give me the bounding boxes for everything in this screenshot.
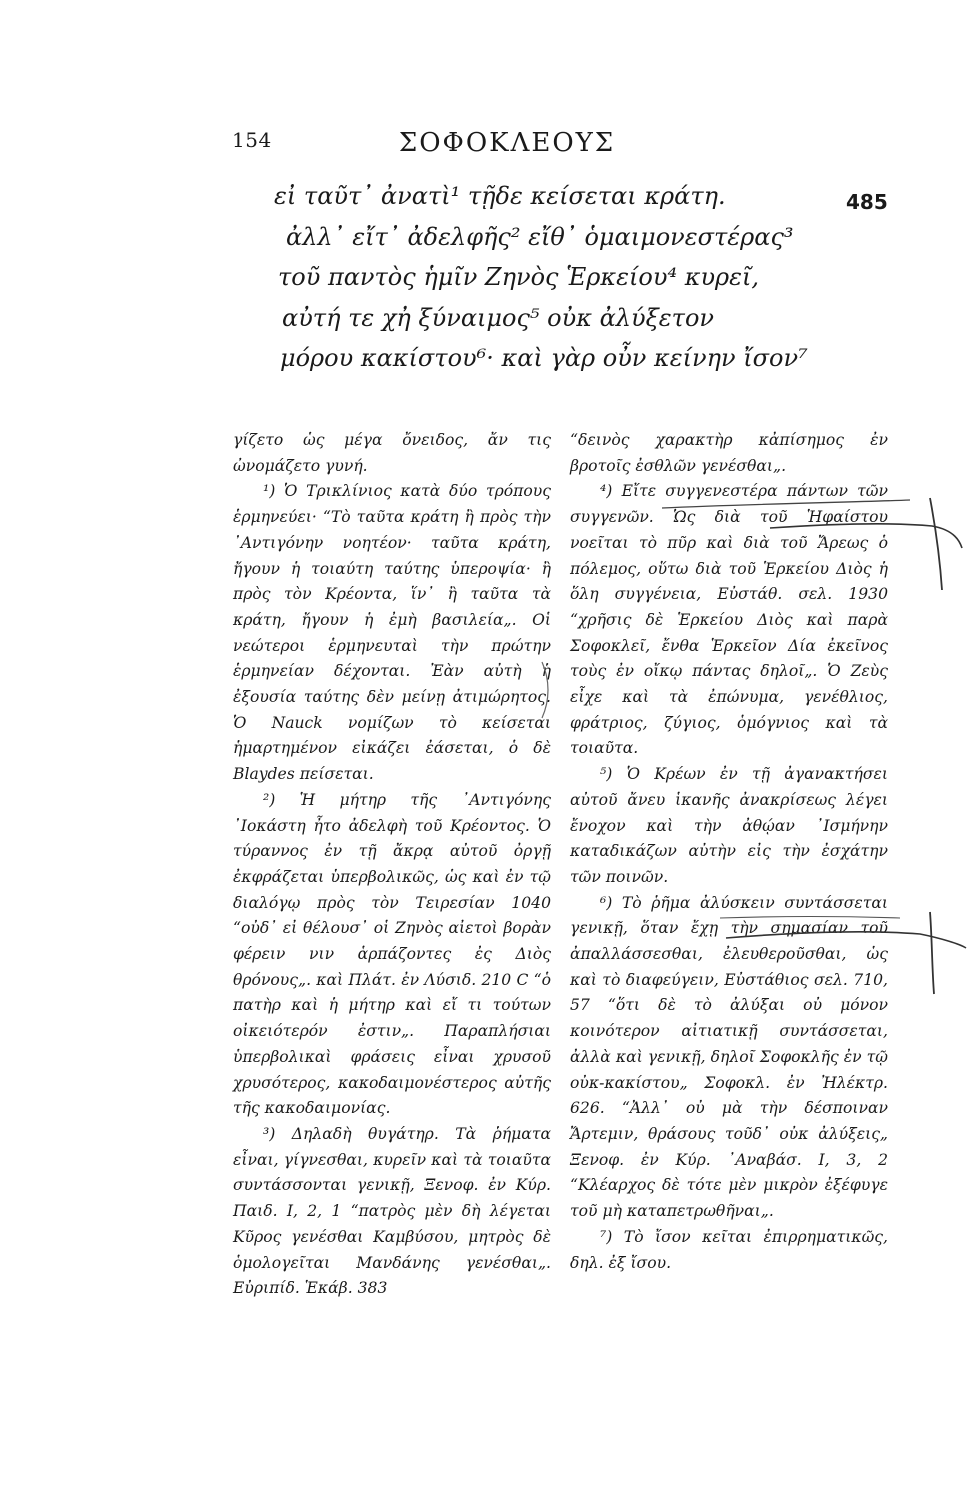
verse-line: ἀλλ᾽ εἴτ᾽ ἀδελφῆς² εἴθ᾽ ὁμαιμονεστέρας³ xyxy=(286,222,794,251)
notes-left-column xyxy=(233,428,551,1302)
pencil-mark-lower xyxy=(720,908,970,998)
footnote-6: ⁶) Τὸ ῥῆμα ἀλύσκειν συντάσσεται γενικῇ, ὅταν ἔχῃ τὴν σημασίαν τοῦ ἀπαλλάσσεσθαι, ἐλευθεροῦσθαι, ὡς καὶ τὸ διαφεύγειν, Εὐστάθιος σελ. 710, 57 “ὅτι δὲ τὸ ἀλύξαι οὐ μόνον κοινότερον αἰτιατικῇ συντάσσεται, ἀλλὰ καὶ γενικῇ, δηλοῖ Σοφοκλῆς ἐν τῷ οὐκ-κακίστου„ Σοφοκλ. ἐν Ἠλέκτρ. 626. “Ἀλλ᾽ οὐ μὰ τὴν δέσποιναν Ἄρτεμιν, θράσους τοῦδ᾽ οὐκ ἀλύξεις„ Ξενοφ. ἐν Κύρ. ᾿Αναβάσ. Ι, 3, 2 “Κλέαρχος δὲ τότε μὲν μικρὸν ἐξέφυγε τοῦ μὴ καταπετρωθῆναι„. xyxy=(570,893,888,1221)
verse-line: εἰ ταῦτ᾽ ἀνατὶ¹ τῇδε κείσεται κράτη. xyxy=(274,182,726,210)
pencil-mark-upper xyxy=(660,490,974,600)
note-continuation: γίζετο ὡς μέγα ὄνειδος, ἄν τις ὠνομάζετο γυνή. xyxy=(233,431,551,475)
footnote-7: ⁷) Τὸ ἴσον κεῖται ἐπιρρηματικῶς, δηλ. ἐξ ἴσου. xyxy=(570,1227,888,1272)
footnote-3: ³) Δηλαδὴ θυγάτηρ. Τὰ ῥήματα εἶναι, γίγνεσθαι, κυρεῖν καὶ τὰ τοιαῦτα συντάσσονται γενικῇ, Ξενοφ. ἐν Κύρ. Παιδ. Ι, 2, 1 “πατρὸς μὲν δὴ λέγεται Κῦρος γενέσθαι Καμβύσου, μητρὸς δὲ ὁμολογεῖται Μανδάνης γενέσθαι„. Εὐριπίδ. Ἑκάβ. 383 xyxy=(233,1124,551,1298)
verse-line: αὐτή τε χἠ ξύναιμος⁵ οὐκ ἀλύξετον xyxy=(282,303,714,332)
verse-line: τοῦ παντὸς ἡμῖν Ζηνὸς Ἑρκείου⁴ κυρεῖ, xyxy=(278,263,760,291)
pencil-bracket xyxy=(538,660,554,720)
page-number: 154 xyxy=(232,128,272,152)
verse-block xyxy=(270,176,808,379)
footnote-2: ²) Ἡ μήτηρ τῆς ᾿Αντιγόνης ᾿Ιοκάστη ἦτο ἀδελφὴ τοῦ Κρέοντος. Ὁ τύραννος ἐν τῇ ἄκρᾳ αὐτοῦ ὀργῇ ἐκφράζεται ὑπερβολικῶς, ὡς καὶ ἐν τῷ διαλόγῳ πρὸς τὸν Τειρεσίαν 1040 “οὐδ᾽ εἰ θέλουσ᾽ οἱ Ζηνὸς αἰετοὶ βορὰν φέρειν νιν ἁρπάζοντες ἐς Διὸς θρόνους„. καὶ Πλάτ. ἐν Λύσιδ. 210 C “ὁ πατὴρ καὶ ἡ μήτηρ καὶ εἴ τι τούτων οἰκειότερόν ἐστιν„. Παραπλήσιαι ὑπερβολικαὶ φράσεις εἶναι χρυσοῦ χρυσότερος, κακοδαιμονέστερος αὐτῆς τῆς κακοδαιμονίας. xyxy=(233,790,551,1118)
note-continuation: “δεινὸς χαρακτὴρ κἀπίσημος ἐν βροτοῖς ἐσθλῶν γενέσθαι„. xyxy=(570,431,888,475)
footnote-1: ¹) Ὁ Τρικλίνιος κατὰ δύο τρόπους ἑρμηνεύει· “Τὸ ταῦτα κράτη ἢ πρὸς τὴν ᾿Αντιγόνην νοητέον· ταῦτα κράτη, ἤγουν ἡ τοιαύτη ταύτης ὑπεροψία· ἢ πρὸς τὸν Κρέοντα, ἵν᾽ ἢ ταῦτα τὰ κράτη, ἤγουν ἡ ἐμὴ βασιλεία„. Οἱ νεώτεροι ἑρμηνευταὶ τὴν πρώτην ἑρμηνείαν δέχονται. Ἐὰν αὐτὴ ἡ ἐξουσία ταύτης δὲν μείνῃ ἀτιμώρητος. Ὁ Nauck νομίζων τὸ κείσεται ἡμαρτημένον εἰκάζει ἐάσεται, ὁ δὲ Blaydes πείσεται. xyxy=(233,482,551,784)
footnote-5: ⁵) Ὁ Κρέων ἐν τῇ ἀγανακτήσει αὐτοῦ ἄνευ ἱκανῆς ἀνακρίσεως λέγει ἔνοχον καὶ τὴν ἀθῴαν ᾿Ισμήνην καταδικάζων αὐτὴν εἰς τὴν ἐσχάτην τῶν ποινῶν. xyxy=(570,765,888,886)
footnote-4: ⁴) Εἴτε συγγενεστέρα πάντων τῶν συγγενῶν. Ὡς διὰ τοῦ Ἡφαίστου νοεῖται τὸ πῦρ καὶ διὰ τοῦ Ἄρεως ὁ πόλεμος, οὕτω διὰ τοῦ Ἑρκείου Διὸς ἡ ὅλη συγγένεια, Εὐστάθ. σελ. 1930 “χρῆσις δὲ Ἑρκείου Διὸς καὶ παρὰ Σοφοκλεῖ, ἔνθα Ἑρκεῖον Δία ἐκεῖνος τοὺς ἐν οἴκῳ πάντας δηλοῖ„. Ὁ Ζεὺς εἶχε καὶ τὰ ἐπώνυμα, γενέθλιος, φράτριος, ζύγιος, ὁμόγνιος καὶ τὰ τοιαῦτα. xyxy=(570,482,888,758)
running-title: ΣΟΦΟΚΛΕΟΥΣ xyxy=(398,128,616,158)
verse-line: μόρου κακίστου⁶· καὶ γὰρ οὖν κείνην ἴσον⁷ xyxy=(280,344,808,372)
line-number: 485 xyxy=(846,190,888,214)
